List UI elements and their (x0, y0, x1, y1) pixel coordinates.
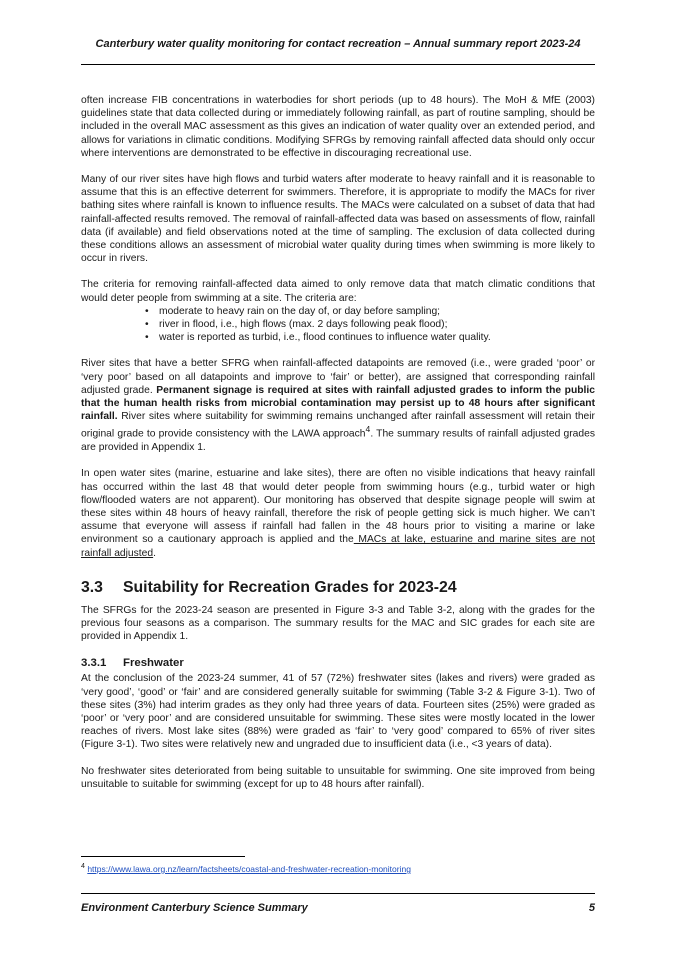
signage-requirement-text: Permanent signage is required at sites with rainfall adjusted grades to inform the public that the human health risks from microbial contamination may persist up to 48 hours after significant rainfall. (81, 384, 595, 423)
list-item: • river in flood, i.e., high flows (max. 2 days following peak flood); (145, 319, 448, 331)
paragraph-freshwater-results: At the conclusion of the 2023-24 summer, 41 of 57 (72%) freshwater sites (lakes and rivers) were graded as ‘very good’, ‘good’ or ‘fair’ and are considered generally suitable for swimming (Table 3-2 & Figure 3-1). Two of these sites (3%) had interim grades as they only had three years of data. Fourteen sites (25%) were graded as ‘poor’ or ‘very poor’ and are considered unsuitable for swimming. These sites were mostly located in the lower reaches of rivers. Most lake sites (88%) were graded as ‘fair’ to ‘very good’ compared to 65% of river sites (Figure 3-1). Two sites were relatively new and ungraded due to insufficient data (i.e., <3 years of data). (81, 673, 595, 751)
section-title: Suitability for Recreation Grades for 2023-24 (123, 578, 457, 596)
footnote-number: 4 (81, 862, 85, 870)
footnote-divider (81, 856, 245, 857)
subsection-number: 3.3.1 (81, 657, 107, 670)
bullet-icon: • (145, 305, 149, 317)
footnote-link[interactable]: https://www.lawa.org.nz/learn/factsheets/coastal-and-freshwater-recreation-monitoring (87, 863, 411, 874)
paragraph-freshwater-changes: No freshwater sites deteriorated from being suitable to unsuitable for swimming. One site improved from being unsuitable to suitable for swimming (except for up to 48 hours after rainfall). (81, 765, 595, 790)
section-heading-3-3 (81, 578, 595, 598)
main-content (81, 94, 595, 804)
paragraph-open-water-sites: In open water sites (marine, estuarine and lake sites), there are often no visible indications that heavy rainfall has occurred within the last 48 that would deter people from swimming hours (e.g., turbid water or high flow/flooded waters are not apparent). Our monitoring has observed that despite signage people will swim at these sites within 48 hours of heavy rainfall, therefore the risk of people getting sick is much higher. We can’t assume that everyone will assess if rainfall had fallen in the 48 hours prior to visiting a marine or lake environment so a cautionary approach is applied and the MACs at lake, estuarine and marine sites are not rainfall adjusted. (81, 468, 595, 559)
header-divider (81, 64, 595, 65)
running-header: Canterbury water quality monitoring for contact recreation – Annual summary report 2023-24 (95, 38, 581, 50)
footer-publication: Environment Canterbury Science Summary (81, 902, 308, 914)
list-item: • water is reported as turbid, i.e., flood continues to influence water quality. (145, 332, 491, 344)
paragraph-river-sites: Many of our river sites have high flows and turbid waters after moderate to heavy rainfall and it is reasonable to assume that this is an effective deterrent for swimmers. Therefore, it is appropriate to modify the MACs for river bathing sites where rainfall is known to influence results. The MACs were calculated on a subset of data that had rainfall-affected results removed. The removal of rainfall-affected data was based on assessments of flow, rainfall data (if available) and field observations noted at the time of sampling. The exclusion of data collected during these conditions allows an assessment of microbial water quality during times when swimming is more likely to occur in rivers. (81, 174, 595, 265)
paragraph-rainfall-intro: often increase FIB concentrations in waterbodies for short periods (up to 48 hours). The MoH & MfE (2003) guidelines state that data collected during or immediately following rainfall, as part of routine sampling, should be included in the overall MAC assessment as this gives an indication of water quality over an extended period, and allows for variations in climatic conditions. Modifying SFRGs by removing rainfall affected data should only occur where interventions are demonstrated to be effective in discouraging recreational use. (81, 95, 595, 159)
criteria-list (81, 305, 595, 345)
bullet-icon: • (145, 319, 149, 331)
not-rainfall-adjusted-text: MACs at lake, estuarine and marine sites are not rainfall adjusted (81, 534, 595, 559)
section-number: 3.3 (81, 578, 103, 596)
paragraph-criteria: The criteria for removing rainfall-affected data aimed to only remove data that match climatic conditions that would deter people from swimming at a site. The criteria are: (81, 279, 595, 304)
list-item: • moderate to heavy rain on the day of, or day before sampling; (145, 305, 441, 317)
footnote-ref[interactable]: 4 (365, 424, 371, 435)
subsection-title: Freshwater (123, 657, 184, 670)
paragraph-rainfall-adjusted-grades: River sites that have a better SFRG when rainfall-affected datapoints are removed (i.e., were graded ‘poor’ or ‘very poor’ based on all datapoints and improve to ‘fair’ or better), are assigned that corresponding rainfall adjusted grade. Permanent signage is required at sites with rainfall adjusted grades to inform the public that the human health risks from microbial contamination may persist up to 48 hours after significant rainfall. River sites where suitability for swimming remains unchanged after rainfall assessment will retain their original grade to provide consistency with the LAWA approach$^4$. The summary results of rainfall adjusted grades are provided in Appendix 1. (81, 358, 595, 454)
paragraph-sfrg-overview: The SFRGs for the 2023-24 season are presented in Figure 3-3 and Table 3-2, along with the grades for the previous four seasons as a comparison. The summary results for the MAC and SIC grades for each site are provided in Appendix 1. (81, 604, 595, 643)
footer-divider (81, 893, 595, 894)
footnote (81, 862, 411, 874)
subsection-heading-freshwater (81, 656, 595, 670)
page-number: 5 (588, 902, 595, 914)
bullet-icon: • (145, 332, 149, 344)
